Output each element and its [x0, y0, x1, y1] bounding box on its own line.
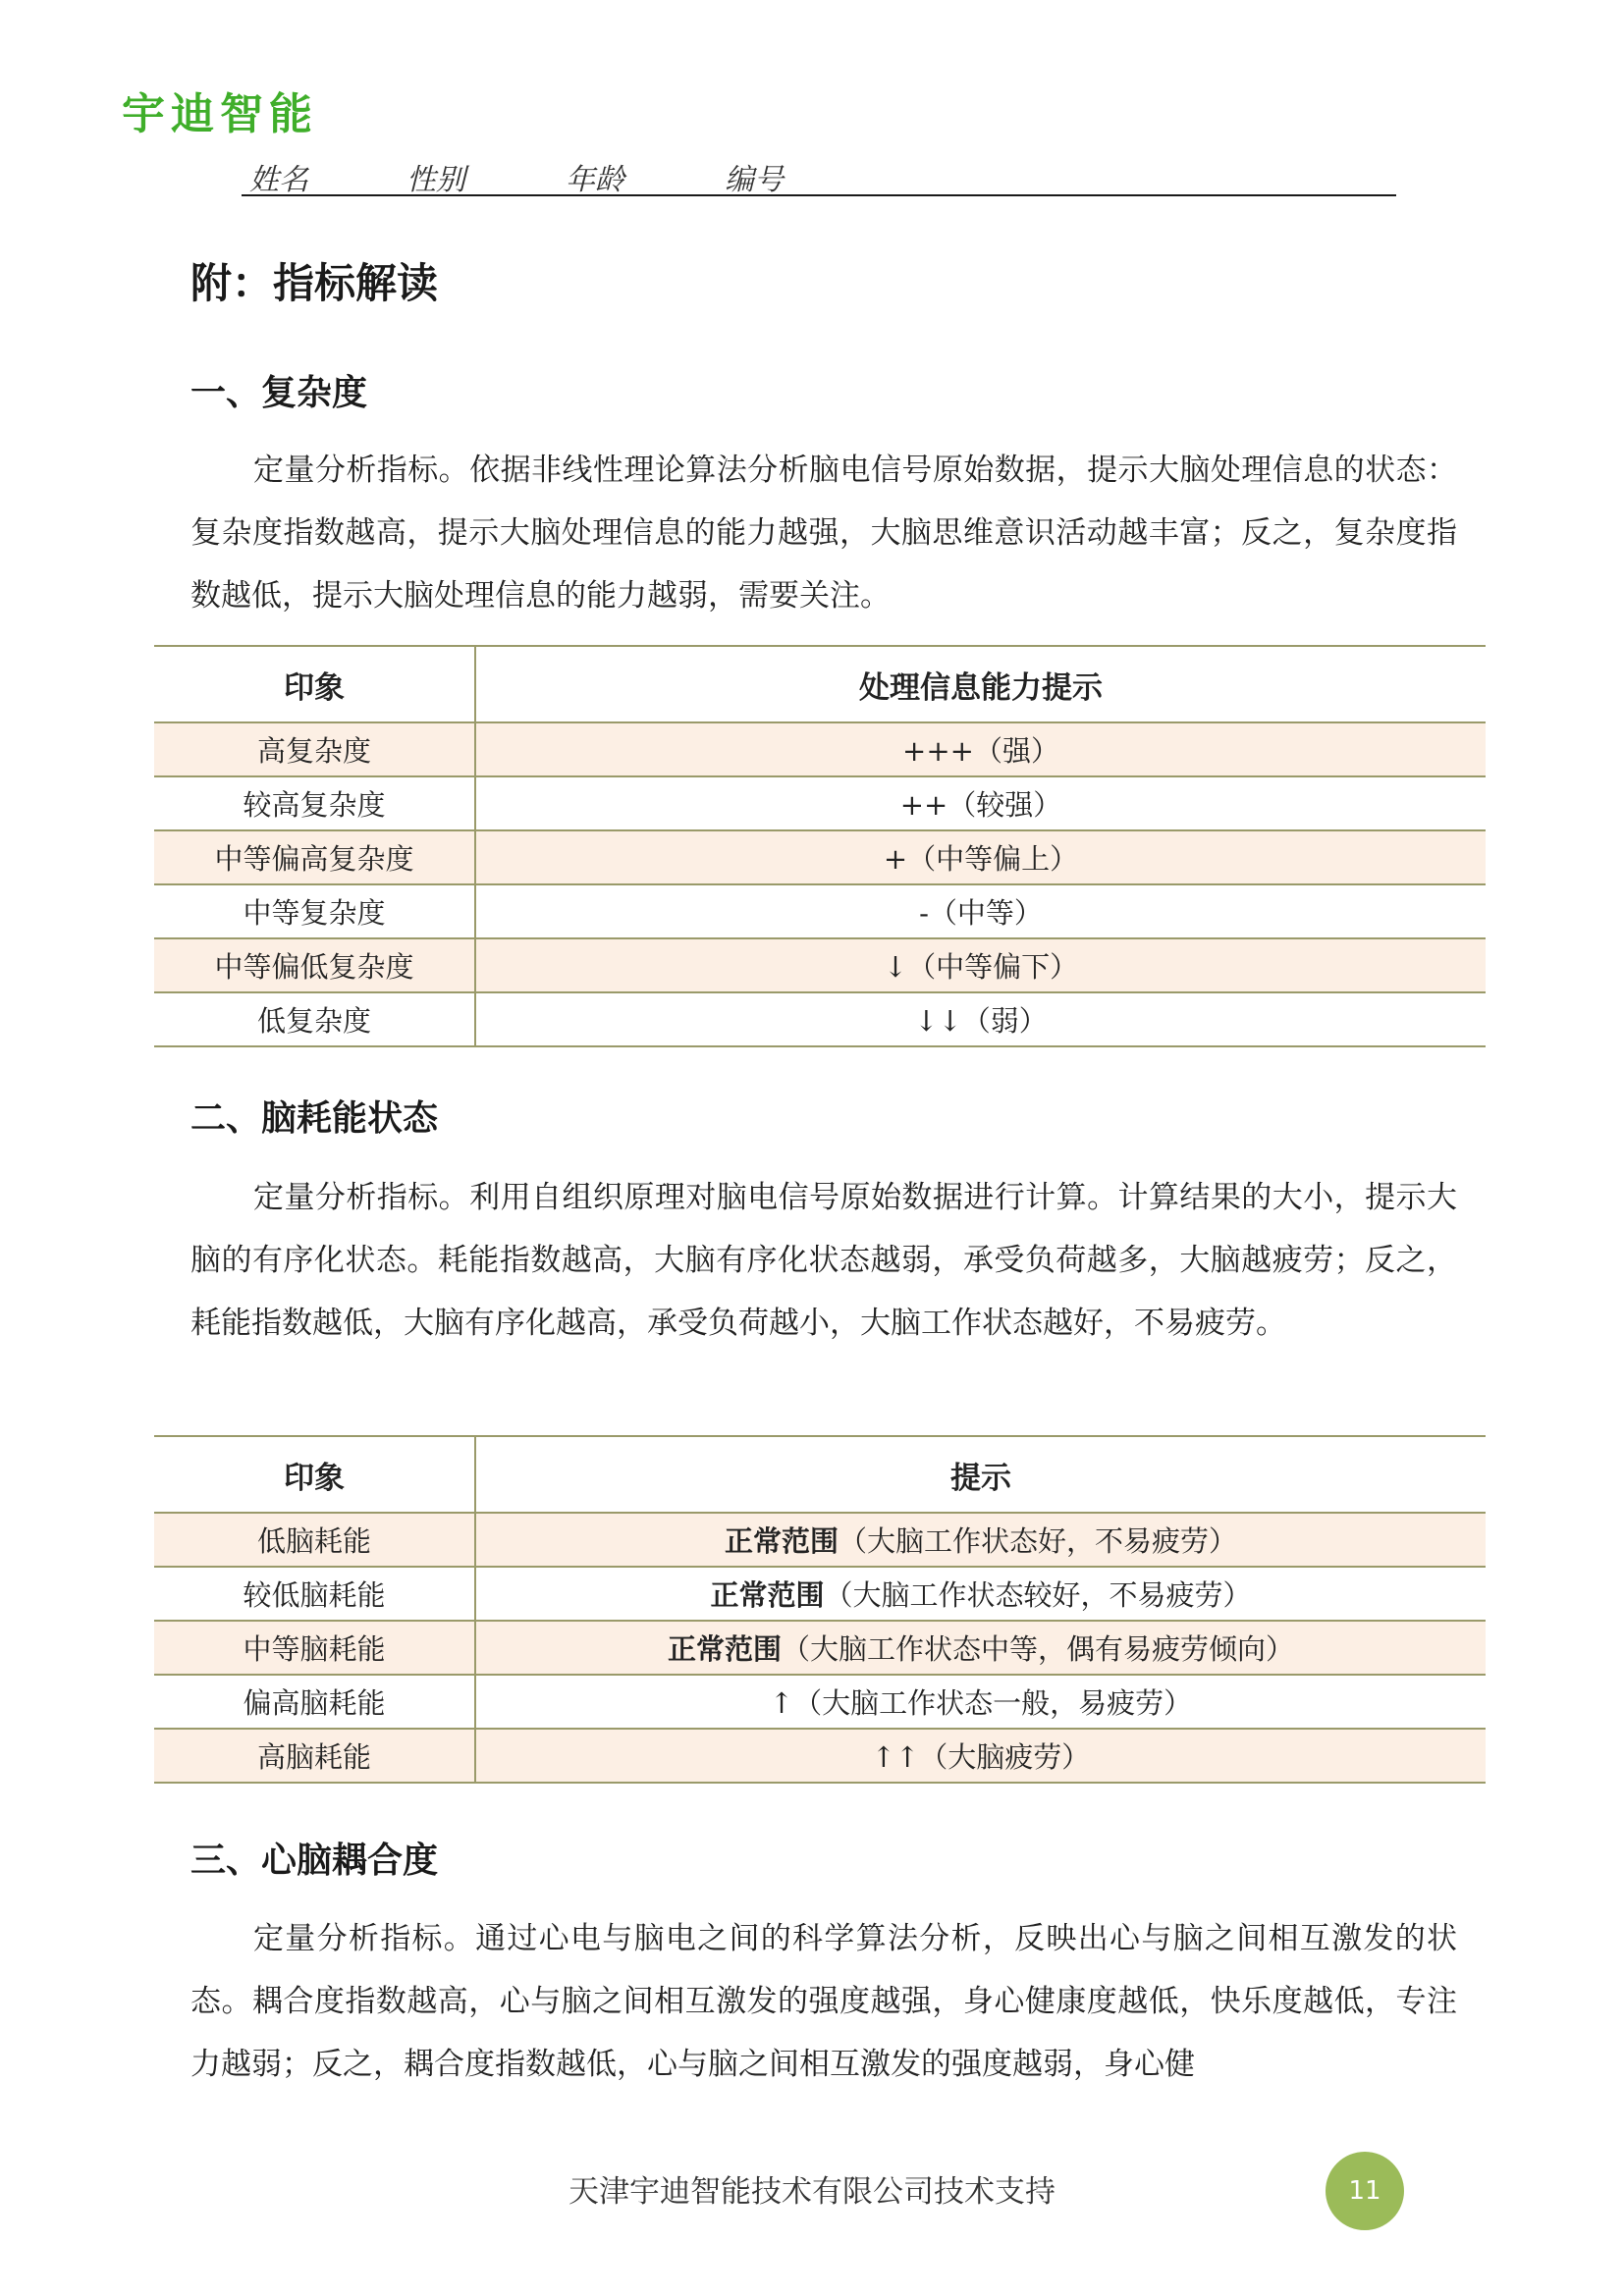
normal-range-label: 正常范围 — [724, 1524, 839, 1558]
row-note: （大脑工作状态好，不易疲劳） — [839, 1524, 1238, 1558]
normal-range-label: 正常范围 — [667, 1632, 782, 1666]
row-label: 中等偏高复杂度 — [154, 830, 475, 884]
row-note: ↑↑（大脑疲劳） — [871, 1740, 1091, 1774]
energy-table — [154, 1435, 1486, 1784]
footer-support-text: 天津宇迪智能技术有限公司技术支持 — [568, 2174, 1056, 2210]
patient-info-header — [242, 149, 1396, 196]
table-row — [154, 992, 1486, 1046]
column-header: 处理信息能力提示 — [475, 646, 1486, 722]
table-row — [154, 938, 1486, 992]
column-header: 提示 — [475, 1436, 1486, 1513]
row-value: +++（强） — [475, 722, 1486, 776]
row-label: 较高复杂度 — [154, 776, 475, 830]
table-row — [154, 884, 1486, 938]
complexity-table — [154, 645, 1486, 1047]
row-value — [475, 1729, 1486, 1783]
column-header: 印象 — [154, 646, 475, 722]
table-header-row — [154, 646, 1486, 722]
row-value: +（中等偏上） — [475, 830, 1486, 884]
row-value — [475, 1567, 1486, 1621]
table-row — [154, 722, 1486, 776]
row-value — [475, 1675, 1486, 1729]
table-header-row — [154, 1436, 1486, 1513]
row-value: ++（较强） — [475, 776, 1486, 830]
table-row — [154, 1621, 1486, 1675]
row-note: ↑（大脑工作状态一般，易疲劳） — [769, 1686, 1193, 1720]
gender-field-label: 性别 — [406, 163, 465, 197]
table-row — [154, 1567, 1486, 1621]
row-label: 低复杂度 — [154, 992, 475, 1046]
row-value: -（中等） — [475, 884, 1486, 938]
section-paragraph-complexity: 定量分析指标。依据非线性理论算法分析脑电信号原始数据，提示大脑处理信息的状态：复杂度指数越高，提示大脑处理信息的能力越强，大脑思维意识活动越丰富；反之，复杂度指数越低，提示大脑处理信息的能力越弱，需要关注。 — [190, 453, 1457, 614]
column-header: 印象 — [154, 1436, 475, 1513]
table-row — [154, 1513, 1486, 1567]
row-note: （大脑工作状态中等，偶有易疲劳倾向） — [782, 1632, 1295, 1666]
table-row — [154, 1675, 1486, 1729]
section-paragraph-energy: 定量分析指标。利用自组织原理对脑电信号原始数据进行计算。计算结果的大小，提示大脑的有序化状态。耗能指数越高，大脑有序化状态越弱，承受负荷越多，大脑越疲劳；反之，耗能指数越低，大脑有序化越高，承受负荷越小，大脑工作状态越好，不易疲劳。 — [190, 1180, 1457, 1341]
name-field-label: 姓名 — [249, 163, 308, 197]
row-value — [475, 1513, 1486, 1567]
normal-range-label: 正常范围 — [710, 1578, 825, 1612]
row-value — [475, 1621, 1486, 1675]
id-field-label: 编号 — [725, 163, 784, 197]
row-label: 中等脑耗能 — [154, 1621, 475, 1675]
age-field-label: 年龄 — [566, 163, 624, 197]
row-value: ↓↓（弱） — [475, 992, 1486, 1046]
row-value: ↓（中等偏下） — [475, 938, 1486, 992]
section-heading-complexity: 一、复杂度 — [190, 373, 368, 413]
row-label: 高脑耗能 — [154, 1729, 475, 1783]
row-label: 中等复杂度 — [154, 884, 475, 938]
row-label: 低脑耗能 — [154, 1513, 475, 1567]
row-label: 高复杂度 — [154, 722, 475, 776]
page-title: 附：指标解读 — [190, 259, 439, 307]
section-paragraph-coupling: 定量分析指标。通过心电与脑电之间的科学算法分析，反映出心与脑之间相互激发的状态。耦合度指数越高，心与脑之间相互激发的强度越强，身心健康度越低，快乐度越低，专注力越弱；反之，耦合度指数越低，心与脑之间相互激发的强度越弱，身心健 — [190, 1921, 1457, 2082]
table-row — [154, 830, 1486, 884]
row-note: （大脑工作状态较好，不易疲劳） — [824, 1578, 1252, 1612]
section-heading-coupling: 三、心脑耦合度 — [190, 1841, 439, 1881]
company-logo: 宇迪智能 — [122, 89, 318, 139]
table-row — [154, 1729, 1486, 1783]
row-label: 较低脑耗能 — [154, 1567, 475, 1621]
table-row — [154, 776, 1486, 830]
section-heading-energy: 二、脑耗能状态 — [190, 1098, 439, 1139]
page-number-badge: 11 — [1326, 2152, 1404, 2230]
row-label: 中等偏低复杂度 — [154, 938, 475, 992]
row-label: 偏高脑耗能 — [154, 1675, 475, 1729]
